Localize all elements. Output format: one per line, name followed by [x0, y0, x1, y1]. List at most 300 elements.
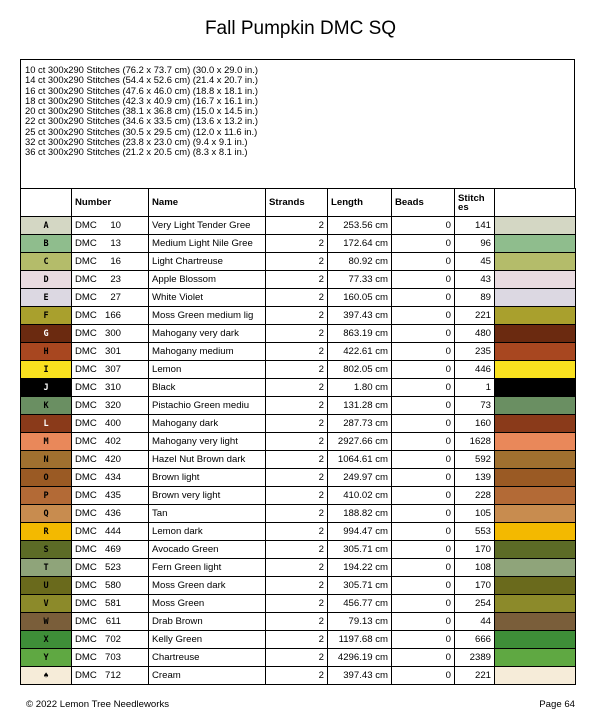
stitches-cell: 480 [455, 325, 495, 343]
strands-cell: 2 [266, 451, 328, 469]
color-swatch [495, 559, 576, 577]
length-cell: 188.82 cm [328, 505, 392, 523]
fabric-size-line: 32 ct 300x290 Stitches (23.8 x 23.0 cm) (9.4 x 9.1 in.) [25, 136, 248, 148]
symbol-cell: Y [21, 649, 72, 667]
table-row [21, 307, 576, 325]
stitches-cell: 592 [455, 451, 495, 469]
stitches-cell: 139 [455, 469, 495, 487]
code-label: 435 [104, 490, 121, 501]
symbol-cell: O [21, 469, 72, 487]
code-label: 166 [104, 310, 121, 321]
length-cell: 194.22 cm [328, 559, 392, 577]
number-cell [72, 505, 149, 523]
beads-cell: 0 [392, 613, 455, 631]
table-row [21, 541, 576, 559]
strands-cell: 2 [266, 307, 328, 325]
brand-label: DMC [75, 364, 97, 375]
beads-cell: 0 [392, 577, 455, 595]
brand-label: DMC [75, 220, 97, 231]
strands-cell: 2 [266, 361, 328, 379]
strands-cell: 2 [266, 523, 328, 541]
brand-label: DMC [75, 274, 97, 285]
color-swatch [495, 289, 576, 307]
beads-cell: 0 [392, 469, 455, 487]
strands-cell: 2 [266, 433, 328, 451]
table-row [21, 361, 576, 379]
stitches-cell: 160 [455, 415, 495, 433]
beads-cell: 0 [392, 253, 455, 271]
stitches-cell: 43 [455, 271, 495, 289]
symbol-cell: X [21, 631, 72, 649]
color-swatch [495, 487, 576, 505]
color-swatch [495, 415, 576, 433]
fabric-size-line: 20 ct 300x290 Stitches (38.1 x 36.8 cm) (15.0 x 14.5 in.) [25, 105, 258, 117]
table-row [21, 415, 576, 433]
brand-label: DMC [75, 634, 97, 645]
symbol-cell: J [21, 379, 72, 397]
beads-cell: 0 [392, 433, 455, 451]
strands-cell: 2 [266, 415, 328, 433]
name-cell: Mahogany medium [149, 343, 266, 361]
name-cell: Mahogany very light [149, 433, 266, 451]
brand-label: DMC [75, 544, 97, 555]
table-row [21, 379, 576, 397]
brand-label: DMC [75, 454, 97, 465]
brand-label: DMC [75, 400, 97, 411]
number-cell [72, 217, 149, 235]
table-row [21, 469, 576, 487]
strands-cell: 2 [266, 631, 328, 649]
beads-cell: 0 [392, 559, 455, 577]
color-swatch [495, 469, 576, 487]
table-row [21, 595, 576, 613]
strands-cell: 2 [266, 271, 328, 289]
name-cell: Avocado Green [149, 541, 266, 559]
color-swatch [495, 613, 576, 631]
stitches-cell: 446 [455, 361, 495, 379]
page-title: Fall Pumpkin DMC SQ [204, 18, 397, 39]
brand-label: DMC [75, 346, 97, 357]
symbol-cell: S [21, 541, 72, 559]
name-cell: Hazel Nut Brown dark [149, 451, 266, 469]
length-cell: 1064.61 cm [328, 451, 392, 469]
number-cell [72, 289, 149, 307]
table-row [21, 235, 576, 253]
fabric-size-line: 18 ct 300x290 Stitches (42.3 x 40.9 cm) (16.7 x 16.1 in.) [25, 94, 258, 106]
copyright-text: © 2022 Lemon Tree Needleworks [26, 699, 170, 710]
code-label: 444 [104, 526, 121, 537]
beads-cell: 0 [392, 541, 455, 559]
code-label: 469 [104, 544, 121, 555]
stitches-header-part: Stitch [458, 192, 485, 204]
stitches-cell: 141 [455, 217, 495, 235]
name-cell: Mahogany dark [149, 415, 266, 433]
stitches-cell: 105 [455, 505, 495, 523]
strands-cell: 2 [266, 613, 328, 631]
strands-cell: 2 [266, 541, 328, 559]
code-label: 420 [104, 454, 121, 465]
length-cell: 77.33 cm [328, 271, 392, 289]
code-label: 301 [104, 346, 121, 357]
color-swatch [495, 235, 576, 253]
brand-label: DMC [75, 598, 97, 609]
name-cell: Very Light Tender Gree [149, 217, 266, 235]
color-swatch [495, 361, 576, 379]
beads-cell: 0 [392, 451, 455, 469]
code-label: 702 [104, 634, 121, 645]
number-cell [72, 433, 149, 451]
brand-label: DMC [75, 508, 97, 519]
length-cell: 287.73 cm [328, 415, 392, 433]
number-cell [72, 631, 149, 649]
number-cell [72, 541, 149, 559]
code-label: 712 [104, 670, 121, 681]
length-cell: 249.97 cm [328, 469, 392, 487]
stitches-cell: 666 [455, 631, 495, 649]
beads-cell: 0 [392, 505, 455, 523]
name-cell: Drab Brown [149, 613, 266, 631]
table-row [21, 631, 576, 649]
name-cell: Brown light [149, 469, 266, 487]
beads-cell: 0 [392, 631, 455, 649]
number-cell [72, 595, 149, 613]
stitches-cell: 254 [455, 595, 495, 613]
symbol-cell: L [21, 415, 72, 433]
strands-cell: 2 [266, 343, 328, 361]
name-cell: Lemon dark [149, 523, 266, 541]
length-cell: 397.43 cm [328, 307, 392, 325]
beads-cell: 0 [392, 487, 455, 505]
strands-column-header: Strands [266, 189, 328, 217]
code-label: 300 [104, 328, 121, 339]
strands-cell: 2 [266, 667, 328, 685]
color-swatch [495, 541, 576, 559]
brand-label: DMC [75, 436, 97, 447]
stitches-cell: 170 [455, 577, 495, 595]
strands-cell: 2 [266, 379, 328, 397]
name-cell: Apple Blossom [149, 271, 266, 289]
brand-label: DMC [75, 292, 97, 303]
symbol-cell: Q [21, 505, 72, 523]
table-row [21, 649, 576, 667]
code-label: 10 [110, 220, 121, 231]
strands-cell: 2 [266, 559, 328, 577]
code-label: 434 [104, 472, 121, 483]
symbol-cell: C [21, 253, 72, 271]
code-label: 580 [104, 580, 121, 591]
name-cell: Mahogany very dark [149, 325, 266, 343]
stitches-cell: 2389 [455, 649, 495, 667]
beads-cell: 0 [392, 667, 455, 685]
code-label: 703 [104, 652, 121, 663]
length-cell: 305.71 cm [328, 577, 392, 595]
symbol-cell: H [21, 343, 72, 361]
brand-label: DMC [75, 490, 97, 501]
code-label: 310 [104, 382, 121, 393]
symbol-cell: A [21, 217, 72, 235]
length-cell: 1.80 cm [328, 379, 392, 397]
beads-column-header: Beads [392, 189, 455, 217]
name-cell: Light Chartreuse [149, 253, 266, 271]
name-cell: Brown very light [149, 487, 266, 505]
length-cell: 79.13 cm [328, 613, 392, 631]
strands-cell: 2 [266, 217, 328, 235]
color-swatch [495, 523, 576, 541]
color-swatch [495, 271, 576, 289]
fabric-size-line: 10 ct 300x290 Stitches (76.2 x 73.7 cm) (30.0 x 29.0 in.) [25, 64, 258, 75]
strands-cell: 2 [266, 649, 328, 667]
fabric-size-line: 14 ct 300x290 Stitches (54.4 x 52.6 cm) (21.4 x 20.7 in.) [25, 74, 258, 86]
brand-label: DMC [75, 418, 97, 429]
length-cell: 802.05 cm [328, 361, 392, 379]
length-cell: 172.64 cm [328, 235, 392, 253]
stitches-cell: 96 [455, 235, 495, 253]
name-cell: White Violet [149, 289, 266, 307]
number-column-header: Number [72, 189, 149, 217]
length-cell: 2927.66 cm [328, 433, 392, 451]
beads-cell: 0 [392, 325, 455, 343]
stitches-cell: 235 [455, 343, 495, 361]
color-swatch [495, 253, 576, 271]
beads-cell: 0 [392, 217, 455, 235]
table-row [21, 667, 576, 685]
symbol-cell: ♠ [21, 667, 72, 685]
code-label: 436 [104, 508, 121, 519]
table-row [21, 397, 576, 415]
color-swatch [495, 325, 576, 343]
stitches-cell: 221 [455, 307, 495, 325]
number-cell [72, 487, 149, 505]
brand-label: DMC [75, 616, 97, 627]
color-swatch [495, 451, 576, 469]
color-swatch [495, 631, 576, 649]
length-cell: 994.47 cm [328, 523, 392, 541]
strands-cell: 2 [266, 325, 328, 343]
brand-label: DMC [75, 310, 97, 321]
length-cell: 160.05 cm [328, 289, 392, 307]
symbol-cell: R [21, 523, 72, 541]
strands-cell: 2 [266, 289, 328, 307]
table-row [21, 559, 576, 577]
stitches-cell: 1628 [455, 433, 495, 451]
color-swatch [495, 379, 576, 397]
symbol-cell: I [21, 361, 72, 379]
name-cell: Pistachio Green mediu [149, 397, 266, 415]
name-cell: Kelly Green [149, 631, 266, 649]
stitches-cell: 108 [455, 559, 495, 577]
symbol-cell: F [21, 307, 72, 325]
code-label: 13 [110, 238, 121, 249]
length-cell: 410.02 cm [328, 487, 392, 505]
name-cell: Fern Green light [149, 559, 266, 577]
code-label: 320 [104, 400, 121, 411]
length-cell: 456.77 cm [328, 595, 392, 613]
number-cell [72, 613, 149, 631]
beads-cell: 0 [392, 379, 455, 397]
fabric-sizes-box [20, 59, 575, 189]
color-swatch [495, 667, 576, 685]
table-row [21, 487, 576, 505]
code-label: 16 [110, 256, 121, 267]
beads-cell: 0 [392, 397, 455, 415]
fabric-size-line: 25 ct 300x290 Stitches (30.5 x 29.5 cm) (12.0 x 11.6 in.) [25, 125, 258, 137]
stitches-cell: 45 [455, 253, 495, 271]
color-swatch [495, 217, 576, 235]
fabric-size-line: 36 ct 300x290 Stitches (21.2 x 20.5 cm) (8.3 x 8.1 in.) [25, 146, 248, 158]
symbol-cell: N [21, 451, 72, 469]
table-row [21, 289, 576, 307]
stitches-cell: 44 [455, 613, 495, 631]
floss-key-table [20, 188, 576, 685]
stitches-cell: 221 [455, 667, 495, 685]
page-number: Page 64 [539, 699, 575, 710]
number-cell [72, 577, 149, 595]
symbol-cell: U [21, 577, 72, 595]
code-label: 611 [105, 616, 121, 627]
name-column-header: Name [149, 189, 266, 217]
color-swatch [495, 505, 576, 523]
number-cell [72, 649, 149, 667]
brand-label: DMC [75, 562, 97, 573]
code-label: 523 [104, 562, 121, 573]
length-cell: 1197.68 cm [328, 631, 392, 649]
table-row [21, 325, 576, 343]
strands-cell: 2 [266, 469, 328, 487]
symbol-cell: K [21, 397, 72, 415]
table-row [21, 613, 576, 631]
number-cell [72, 343, 149, 361]
name-cell: Moss Green medium lig [149, 307, 266, 325]
table-row [21, 577, 576, 595]
number-cell [72, 379, 149, 397]
number-cell [72, 469, 149, 487]
number-cell [72, 523, 149, 541]
stitches-header-part: es [458, 201, 469, 213]
color-swatch [495, 433, 576, 451]
symbol-cell: E [21, 289, 72, 307]
name-cell: Lemon [149, 361, 266, 379]
color-swatch [495, 577, 576, 595]
number-cell [72, 361, 149, 379]
symbol-cell: M [21, 433, 72, 451]
brand-label: DMC [75, 382, 97, 393]
brand-label: DMC [75, 328, 97, 339]
code-label: 400 [104, 418, 121, 429]
strands-cell: 2 [266, 577, 328, 595]
beads-cell: 0 [392, 235, 455, 253]
table-row [21, 451, 576, 469]
strands-cell: 2 [266, 595, 328, 613]
brand-label: DMC [75, 256, 97, 267]
stitches-cell: 89 [455, 289, 495, 307]
number-cell [72, 397, 149, 415]
brand-label: DMC [75, 472, 97, 483]
stitches-cell: 1 [455, 379, 495, 397]
beads-cell: 0 [392, 271, 455, 289]
number-cell [72, 415, 149, 433]
number-cell [72, 451, 149, 469]
stitches-cell: 553 [455, 523, 495, 541]
code-label: 307 [104, 364, 121, 375]
beads-cell: 0 [392, 649, 455, 667]
table-row [21, 253, 576, 271]
beads-cell: 0 [392, 361, 455, 379]
stitches-cell: 170 [455, 541, 495, 559]
number-cell [72, 271, 149, 289]
color-swatch [495, 595, 576, 613]
strands-cell: 2 [266, 253, 328, 271]
table-row [21, 523, 576, 541]
number-cell [72, 559, 149, 577]
beads-cell: 0 [392, 415, 455, 433]
stitches-column-header [455, 189, 495, 217]
brand-label: DMC [75, 580, 97, 591]
beads-cell: 0 [392, 595, 455, 613]
strands-cell: 2 [266, 487, 328, 505]
length-cell: 305.71 cm [328, 541, 392, 559]
length-cell: 397.43 cm [328, 667, 392, 685]
length-column-header: Length [328, 189, 392, 217]
length-cell: 80.92 cm [328, 253, 392, 271]
table-row [21, 217, 576, 235]
code-label: 23 [110, 274, 121, 285]
beads-cell: 0 [392, 523, 455, 541]
symbol-cell: T [21, 559, 72, 577]
beads-cell: 0 [392, 307, 455, 325]
stitches-cell: 228 [455, 487, 495, 505]
number-cell [72, 253, 149, 271]
table-row [21, 271, 576, 289]
name-cell: Black [149, 379, 266, 397]
symbol-cell: P [21, 487, 72, 505]
length-cell: 863.19 cm [328, 325, 392, 343]
brand-label: DMC [75, 526, 97, 537]
swatch-column-header [495, 189, 576, 217]
table-row [21, 343, 576, 361]
symbol-cell: W [21, 613, 72, 631]
name-cell: Moss Green [149, 595, 266, 613]
length-cell: 253.56 cm [328, 217, 392, 235]
color-swatch [495, 397, 576, 415]
number-cell [72, 667, 149, 685]
number-cell [72, 235, 149, 253]
color-swatch [495, 307, 576, 325]
length-cell: 131.28 cm [328, 397, 392, 415]
color-swatch [495, 343, 576, 361]
fabric-size-line: 22 ct 300x290 Stitches (34.6 x 33.5 cm) (13.6 x 13.2 in.) [25, 115, 258, 127]
beads-cell: 0 [392, 289, 455, 307]
name-cell: Chartreuse [149, 649, 266, 667]
fabric-size-line: 16 ct 300x290 Stitches (47.6 x 46.0 cm) (18.8 x 18.1 in.) [25, 84, 258, 96]
strands-cell: 2 [266, 235, 328, 253]
code-label: 402 [104, 436, 121, 447]
name-cell: Moss Green dark [149, 577, 266, 595]
number-cell [72, 325, 149, 343]
table-row [21, 433, 576, 451]
symbol-cell: G [21, 325, 72, 343]
brand-label: DMC [75, 670, 97, 681]
table-header-row [21, 189, 576, 217]
strands-cell: 2 [266, 505, 328, 523]
code-label: 27 [110, 292, 121, 303]
number-cell [72, 307, 149, 325]
symbol-column-header [21, 189, 72, 217]
table-row [21, 505, 576, 523]
code-label: 581 [104, 598, 121, 609]
strands-cell: 2 [266, 397, 328, 415]
name-cell: Tan [149, 505, 266, 523]
length-cell: 422.61 cm [328, 343, 392, 361]
